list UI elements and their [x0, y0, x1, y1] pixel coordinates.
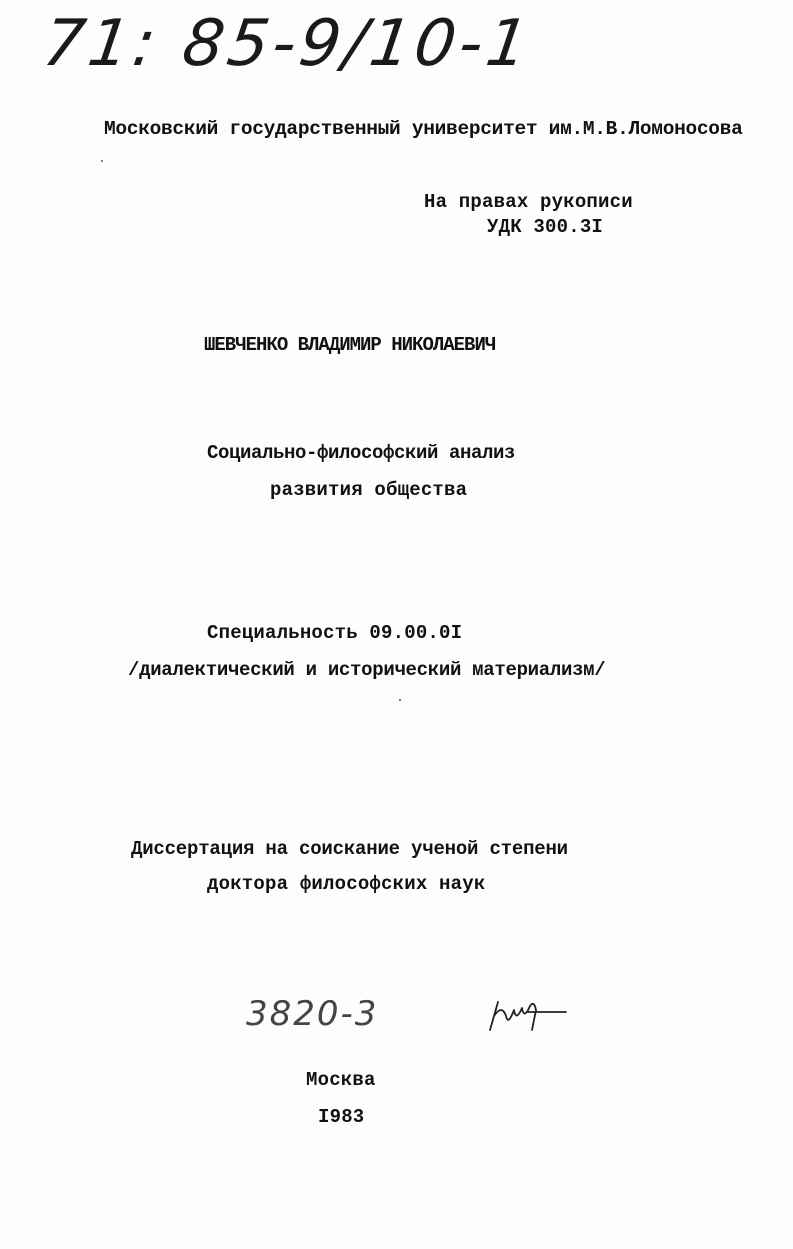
specialty-code: Специальность 09.00.0I [207, 622, 463, 644]
year: I983 [318, 1106, 365, 1128]
handwritten-archive-code: 71: 85-9/10-1 [38, 7, 537, 81]
rights-notice: На правах рукописи [424, 191, 633, 213]
city: Москва [306, 1069, 376, 1091]
author-name: ШЕВЧЕНКО ВЛАДИМИР НИКОЛАЕВИЧ [204, 334, 496, 356]
handwritten-pencil-number: 3820-3 [246, 994, 379, 1034]
specialty-name: /диалектический и исторический материализм/ [128, 659, 606, 681]
title-line-2: развития общества [270, 479, 468, 501]
speck [101, 160, 103, 162]
title-line-1: Социально-философский анализ [207, 442, 516, 464]
university-name: Московский государственный университет им.М.В.Ломоносова [104, 118, 743, 140]
dissertation-line-2: доктора философских наук [207, 873, 486, 895]
udc-code: УДК 300.3I [487, 216, 604, 238]
dissertation-line-1: Диссертация на соискание ученой степени [131, 838, 568, 860]
speck [399, 699, 401, 701]
signature-mark [484, 996, 570, 1036]
